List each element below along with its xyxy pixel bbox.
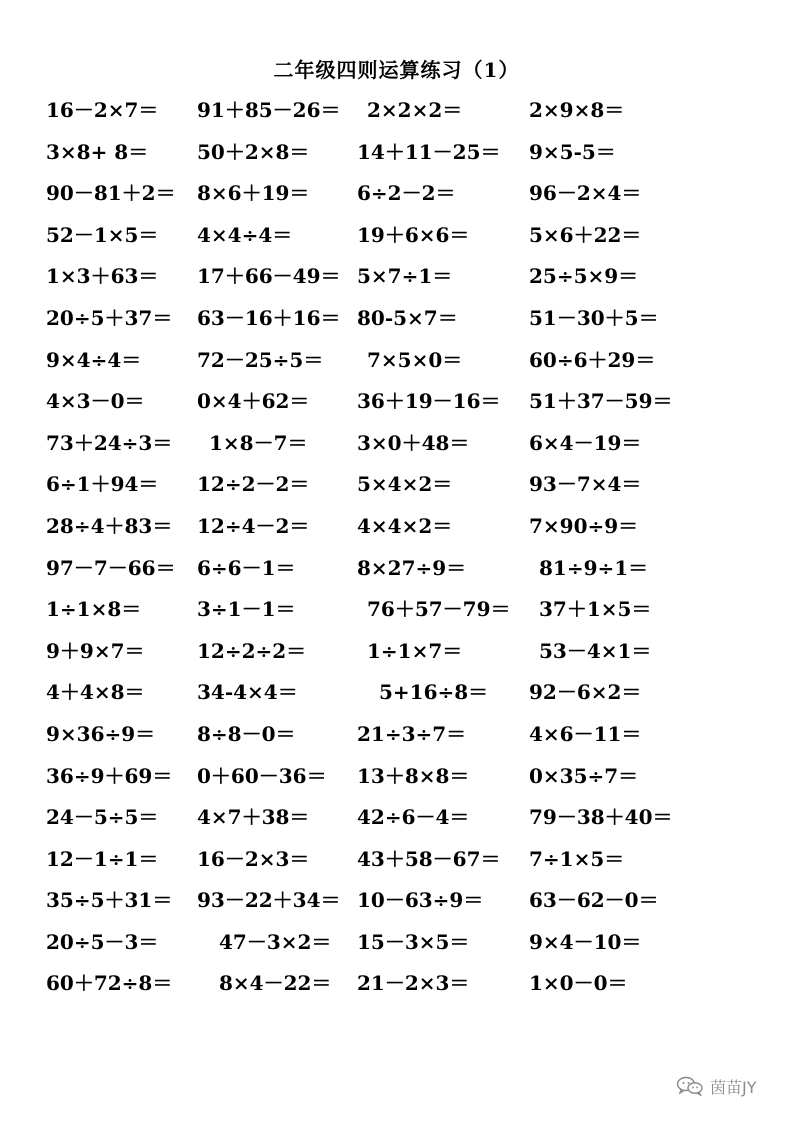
math-problem: 24－5÷5＝ <box>46 805 159 830</box>
math-problem: 16－2×3＝ <box>197 846 310 871</box>
math-problem: 17＋66－49＝ <box>197 264 341 289</box>
math-problem: 36÷9＋69＝ <box>46 763 173 788</box>
math-problem: 5×4×2＝ <box>357 472 453 497</box>
math-problem: 63－16＋16＝ <box>197 305 341 330</box>
math-problem: 96－2×4＝ <box>529 181 642 206</box>
math-problem: 20÷5－3＝ <box>46 929 159 954</box>
math-problem: 6÷2－2＝ <box>357 181 456 206</box>
problem-row <box>0 676 793 718</box>
math-problem: 9＋9×7＝ <box>46 638 145 663</box>
math-problem: 5+16÷8＝ <box>379 680 489 705</box>
watermark <box>676 1074 776 1098</box>
math-problem: 7×90÷9＝ <box>529 513 639 538</box>
math-problem: 37＋1×5＝ <box>539 597 652 622</box>
math-problem: 93－22＋34＝ <box>197 888 341 913</box>
math-problem: 73＋24÷3＝ <box>46 430 173 455</box>
problem-row <box>0 510 793 552</box>
math-problem: 34-4×4＝ <box>197 680 298 705</box>
math-problem: 1×0－0＝ <box>529 971 628 996</box>
math-problem: 10－63÷9＝ <box>357 888 484 913</box>
math-problem: 3÷1－1＝ <box>197 597 296 622</box>
problem-row <box>0 302 793 344</box>
math-problem: 8×4－22＝ <box>219 971 332 996</box>
math-problem: 5×7÷1＝ <box>357 264 453 289</box>
math-problem: 7÷1×5＝ <box>529 846 625 871</box>
math-problem: 1÷1×7＝ <box>367 638 463 663</box>
math-problem: 9×36÷9＝ <box>46 721 156 746</box>
math-problem: 25÷5×9＝ <box>529 264 639 289</box>
math-problem: 0×4＋62＝ <box>197 389 310 414</box>
math-problem: 6÷6－1＝ <box>197 555 296 580</box>
math-problem: 8÷8－0＝ <box>197 721 296 746</box>
math-problem: 28÷4＋83＝ <box>46 513 173 538</box>
problem-row <box>0 468 793 510</box>
math-problem: 1×8－7＝ <box>209 430 308 455</box>
problem-row <box>0 94 793 136</box>
math-problem: 43＋58－67＝ <box>357 846 501 871</box>
problem-row <box>0 760 793 802</box>
math-problem: 4×7＋38＝ <box>197 805 310 830</box>
math-problem: 7×5×0＝ <box>367 347 463 372</box>
math-problem: 4×6－11＝ <box>529 721 642 746</box>
math-problem: 3×0＋48＝ <box>357 430 470 455</box>
problem-row <box>0 801 793 843</box>
math-problem: 50＋2×8＝ <box>197 139 310 164</box>
math-problem: 12－1÷1＝ <box>46 846 159 871</box>
problem-row <box>0 967 793 1009</box>
math-problem: 53－4×1＝ <box>539 638 652 663</box>
math-problem: 3×8+ 8＝ <box>46 139 149 164</box>
watermark-text: 茵苗JY <box>710 1077 757 1097</box>
math-problem: 12÷4－2＝ <box>197 513 310 538</box>
problem-row <box>0 177 793 219</box>
math-problem: 6×4－19＝ <box>529 430 642 455</box>
math-problem: 42÷6－4＝ <box>357 805 470 830</box>
math-problem: 2×2×2＝ <box>367 98 463 122</box>
problem-row <box>0 552 793 594</box>
math-problem: 76＋57－79＝ <box>367 597 511 622</box>
math-problem: 51＋37－59＝ <box>529 389 673 414</box>
math-problem: 1÷1×8＝ <box>46 597 142 622</box>
math-problem: 15－3×5＝ <box>357 929 470 954</box>
math-problem: 12÷2－2＝ <box>197 472 310 497</box>
math-problem: 21÷3÷7＝ <box>357 721 467 746</box>
math-problem: 6÷1＋94＝ <box>46 472 159 497</box>
math-problem: 9×5-5＝ <box>529 139 616 164</box>
math-problem: 0×35÷7＝ <box>529 763 639 788</box>
problem-row <box>0 926 793 968</box>
page-title: 二年级四则运算练习（1） <box>273 58 520 82</box>
math-problem: 16－2×7＝ <box>46 98 159 122</box>
math-problem: 4＋4×8＝ <box>46 680 145 705</box>
math-problem: 79－38＋40＝ <box>529 805 673 830</box>
problem-row <box>0 427 793 469</box>
math-problem: 35÷5＋31＝ <box>46 888 173 913</box>
math-problem: 4×4÷4＝ <box>197 222 293 247</box>
problem-row <box>0 385 793 427</box>
math-problem: 5×6＋22＝ <box>529 222 642 247</box>
math-problem: 0＋60－36＝ <box>197 763 327 788</box>
problem-row <box>0 718 793 760</box>
math-problem: 80-5×7＝ <box>357 305 458 330</box>
math-problem: 13＋8×8＝ <box>357 763 470 788</box>
math-problem: 72－25÷5＝ <box>197 347 324 372</box>
math-problem: 47－3×2＝ <box>219 929 332 954</box>
math-problem: 52－1×5＝ <box>46 222 159 247</box>
math-problem: 12÷2÷2＝ <box>197 638 307 663</box>
math-problem: 9×4－10＝ <box>529 929 642 954</box>
math-problem: 97－7－66＝ <box>46 555 176 580</box>
math-problem: 51－30＋5＝ <box>529 305 659 330</box>
math-problem: 1×3＋63＝ <box>46 264 159 289</box>
math-problem: 63－62－0＝ <box>529 888 659 913</box>
math-problem: 81÷9÷1＝ <box>539 555 649 580</box>
math-problem: 4×3－0＝ <box>46 389 145 414</box>
problem-row <box>0 635 793 677</box>
math-problem: 8×6＋19＝ <box>197 181 310 206</box>
problem-row <box>0 219 793 261</box>
problem-row <box>0 593 793 635</box>
math-problem: 4×4×2＝ <box>357 513 453 538</box>
problem-grid <box>0 94 793 1009</box>
math-problem: 19＋6×6＝ <box>357 222 470 247</box>
math-problem: 92－6×2＝ <box>529 680 642 705</box>
wechat-icon <box>676 1076 704 1096</box>
math-problem: 20÷5＋37＝ <box>46 305 173 330</box>
math-problem: 91＋85－26＝ <box>197 98 341 122</box>
math-problem: 9×4÷4＝ <box>46 347 142 372</box>
problem-row <box>0 843 793 885</box>
math-problem: 14＋11－25＝ <box>357 139 501 164</box>
math-problem: 8×27÷9＝ <box>357 555 467 580</box>
math-problem: 60＋72÷8＝ <box>46 971 173 996</box>
math-problem: 36＋19－16＝ <box>357 389 501 414</box>
problem-row <box>0 260 793 302</box>
math-problem: 21－2×3＝ <box>357 971 470 996</box>
problem-row <box>0 136 793 178</box>
math-problem: 2×9×8＝ <box>529 98 625 122</box>
math-problem: 93－7×4＝ <box>529 472 642 497</box>
problem-row <box>0 344 793 386</box>
math-problem: 90－81＋2＝ <box>46 181 176 206</box>
problem-row <box>0 884 793 926</box>
math-problem: 60÷6＋29＝ <box>529 347 656 372</box>
